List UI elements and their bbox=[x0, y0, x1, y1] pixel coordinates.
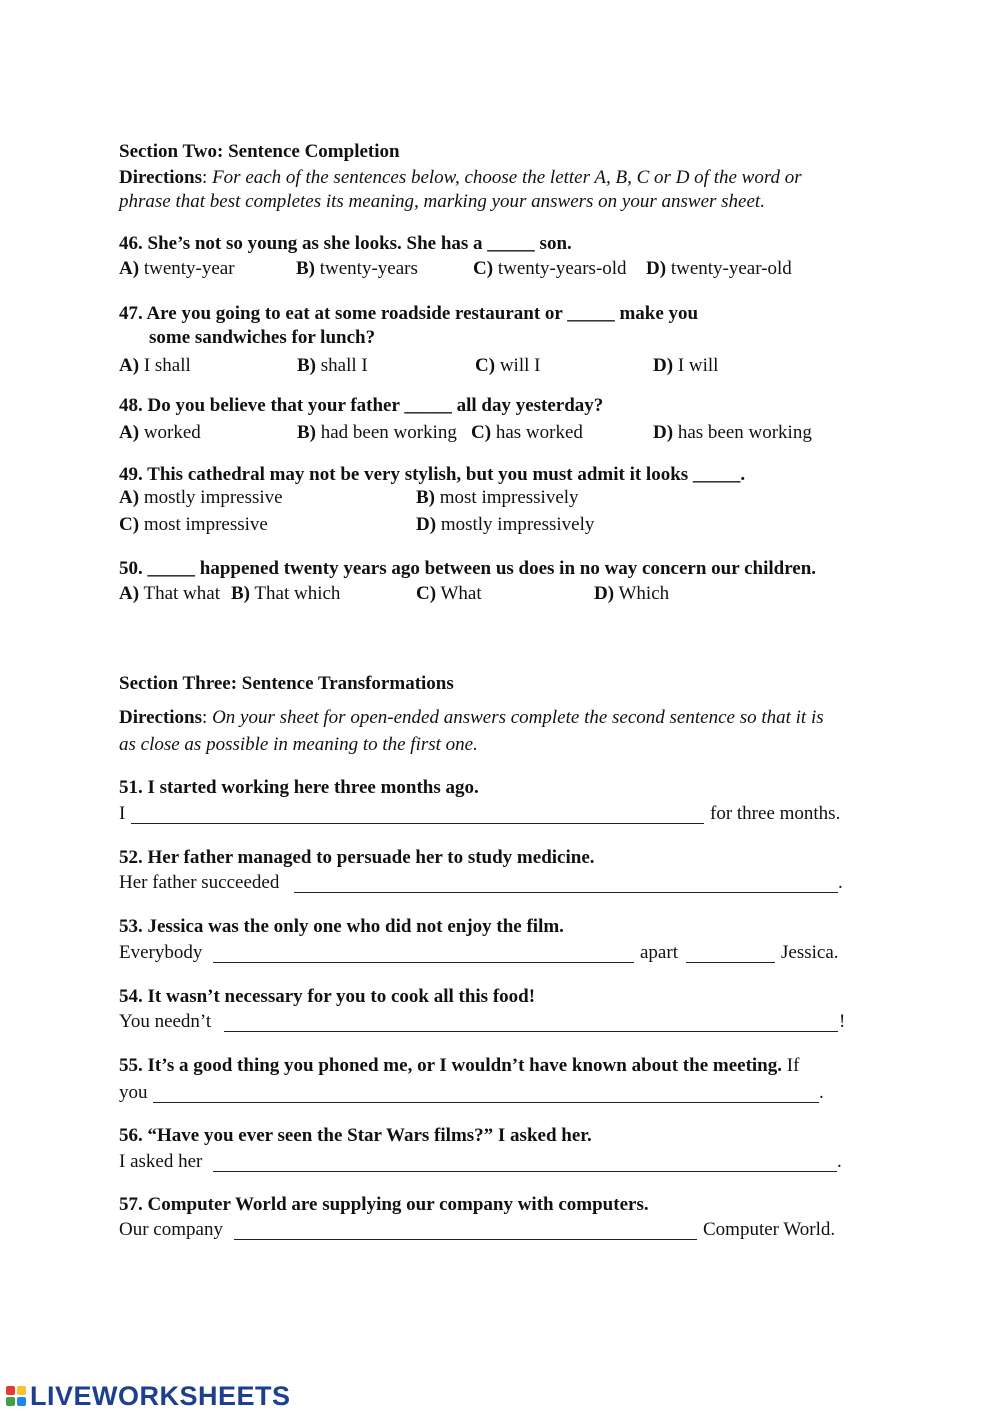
option-50-c[interactable]: C) What bbox=[416, 583, 482, 604]
option-50-a[interactable]: A) That what bbox=[119, 583, 220, 604]
question-46-stem: 46. She’s not so young as she looks. She has a _____ son. bbox=[119, 233, 572, 254]
option-47-a[interactable]: A) I shall bbox=[119, 355, 191, 376]
question-47-stem-line-2: some sandwiches for lunch? bbox=[149, 327, 376, 348]
answer-54-blank[interactable] bbox=[224, 1014, 838, 1032]
section-three-title: Section Three: Sentence Transformations bbox=[119, 673, 454, 694]
answer-51-end: for three months. bbox=[710, 803, 841, 824]
question-48-stem: 48. Do you believe that your father _____ all day yesterday? bbox=[119, 395, 604, 416]
answer-55-start: you bbox=[119, 1082, 148, 1103]
answer-52-blank[interactable] bbox=[294, 875, 838, 893]
option-46-c[interactable]: C) twenty-years-old bbox=[473, 258, 627, 279]
option-50-b[interactable]: B) That which bbox=[231, 583, 341, 604]
answer-56-start: I asked her bbox=[119, 1151, 203, 1172]
option-47-b[interactable]: B) shall I bbox=[297, 355, 368, 376]
option-49-d[interactable]: D) mostly impressively bbox=[416, 514, 595, 535]
option-48-a[interactable]: A) worked bbox=[119, 422, 201, 443]
question-49-stem: 49. This cathedral may not be very stylish, but you must admit it looks _____. bbox=[119, 464, 746, 485]
answer-52-start: Her father succeeded bbox=[119, 872, 280, 893]
answer-53-start: Everybody bbox=[119, 942, 203, 963]
answer-53-blank-1[interactable] bbox=[213, 945, 634, 963]
answer-57-end: Computer World. bbox=[703, 1219, 836, 1240]
question-47-stem-line-1: 47. Are you going to eat at some roadside restaurant or _____ make you bbox=[119, 303, 699, 324]
answer-57-blank[interactable] bbox=[234, 1222, 697, 1240]
liveworksheets-logo-text: LIVEWORKSHEETS bbox=[30, 1380, 291, 1411]
option-50-d[interactable]: D) Which bbox=[594, 583, 670, 604]
section-two-directions-line-2: phrase that best completes its meaning, marking your answers on your answer sheet. bbox=[119, 191, 765, 212]
answer-56-blank[interactable] bbox=[213, 1154, 837, 1172]
answer-55-end: . bbox=[819, 1082, 824, 1103]
option-49-b[interactable]: B) most impressively bbox=[416, 487, 579, 508]
option-48-d[interactable]: D) has been working bbox=[653, 422, 812, 443]
option-46-a[interactable]: A) twenty-year bbox=[119, 258, 235, 279]
option-49-c[interactable]: C) most impressive bbox=[119, 514, 268, 535]
answer-53-blank-2[interactable] bbox=[686, 945, 775, 963]
answer-57-start: Our company bbox=[119, 1219, 223, 1240]
question-53-stem: 53. Jessica was the only one who did not enjoy the film. bbox=[119, 916, 564, 937]
directions-text: For each of the sentences below, choose the letter A, B, C or D of the word or bbox=[212, 167, 802, 188]
answer-54-start: You needn’t bbox=[119, 1011, 212, 1032]
option-47-c[interactable]: C) will I bbox=[475, 355, 541, 376]
answer-53-mid: apart bbox=[640, 942, 678, 963]
question-51-stem: 51. I started working here three months ago. bbox=[119, 777, 479, 798]
question-57-stem: 57. Computer World are supplying our company with computers. bbox=[119, 1194, 649, 1215]
question-52-stem: 52. Her father managed to persuade her to study medicine. bbox=[119, 847, 595, 868]
answer-53-end: Jessica. bbox=[781, 942, 839, 963]
question-50-stem: 50. _____ happened twenty years ago between us does in no way concern our children. bbox=[119, 558, 817, 579]
answer-55-blank[interactable] bbox=[153, 1085, 819, 1103]
option-49-a[interactable]: A) mostly impressive bbox=[119, 487, 283, 508]
answer-55-if: If bbox=[786, 1055, 800, 1076]
question-55-stem: 55. It’s a good thing you phoned me, or I wouldn’t have known about the meeting. bbox=[119, 1055, 782, 1076]
option-48-c[interactable]: C) has worked bbox=[471, 422, 583, 443]
section-three-directions-line-2: as close as possible in meaning to the first one. bbox=[119, 734, 478, 755]
option-46-b[interactable]: B) twenty-years bbox=[296, 258, 418, 279]
answer-56-end: . bbox=[837, 1151, 842, 1172]
answer-52-end: . bbox=[838, 872, 843, 893]
question-54-stem: 54. It wasn’t necessary for you to cook all this food! bbox=[119, 986, 536, 1007]
option-47-d[interactable]: D) I will bbox=[653, 355, 719, 376]
section-two-title: Section Two: Sentence Completion bbox=[119, 141, 400, 162]
liveworksheets-logo-icon bbox=[6, 1383, 28, 1409]
question-56-stem: 56. “Have you ever seen the Star Wars films?” I asked her. bbox=[119, 1125, 592, 1146]
option-48-b[interactable]: B) had been working bbox=[297, 422, 457, 443]
answer-54-end: ! bbox=[839, 1011, 846, 1032]
section-two-directions-line-1: Directions: For each of the sentences below, choose the letter A, B, C or D of the word or bbox=[119, 167, 802, 188]
liveworksheets-logo bbox=[6, 1381, 291, 1411]
option-46-d[interactable]: D) twenty-year-old bbox=[646, 258, 792, 279]
question-55-stem-line bbox=[119, 1054, 799, 1078]
answer-51-line: I bbox=[119, 803, 126, 824]
directions-label: Directions bbox=[119, 707, 203, 728]
directions-text: On your sheet for open-ended answers complete the second sentence so that it is bbox=[212, 707, 824, 728]
section-three-directions-line-1: Directions: On your sheet for open-ended answers complete the second sentence so that it is bbox=[119, 707, 824, 728]
directions-label: Directions bbox=[119, 167, 203, 188]
answer-51-blank[interactable] bbox=[131, 806, 704, 824]
